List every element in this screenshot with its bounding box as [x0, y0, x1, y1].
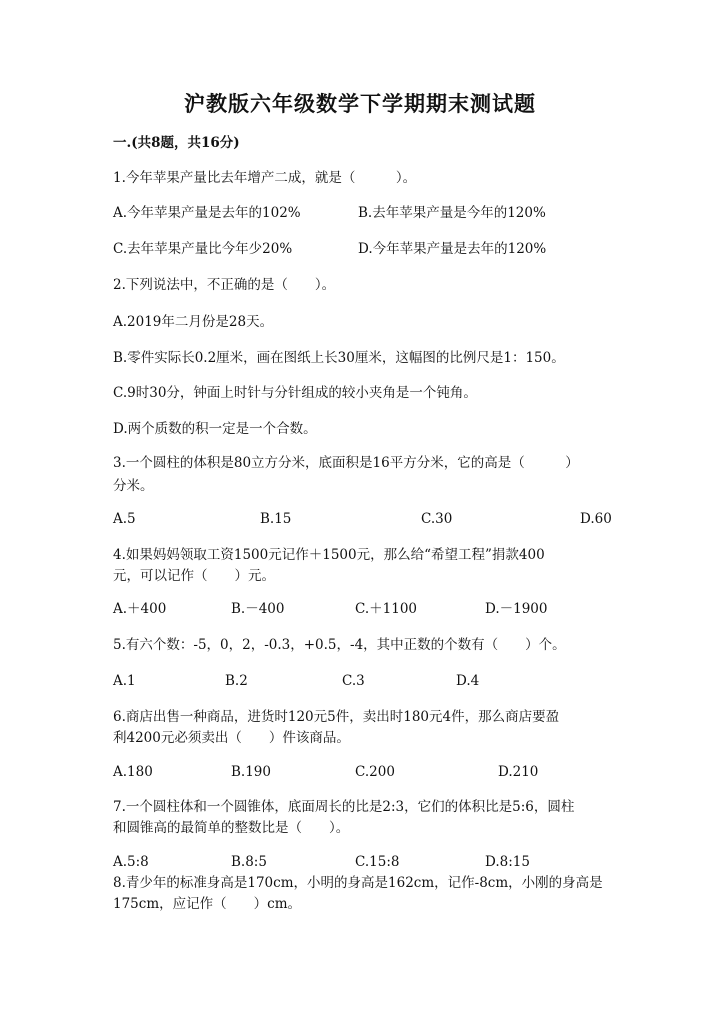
question-3-option-b: B.15 — [260, 511, 292, 527]
question-1-stem: 1.今年苹果产量比去年增产二成，就是（ ）。 — [113, 170, 417, 186]
question-3-option-c: C.30 — [421, 511, 453, 527]
question-5-stem: 5.有六个数：-5，0，2，-0.3，+0.5，-4，其中正数的个数有（ ）个。 — [113, 637, 566, 653]
question-2-option-d: D.两个质数的积一定是一个合数。 — [113, 421, 317, 437]
question-7-stem-line-1: 7.一个圆柱体和一个圆锥体，底面周长的比是2:3，它们的体积比是5:6，圆柱 — [113, 799, 575, 815]
question-6-stem-line-1: 6.商店出售一种商品，进货时120元5件，卖出时180元4件，那么商店要盈 — [113, 709, 560, 725]
question-5-option-c: C.3 — [342, 673, 365, 689]
question-5-option-d: D.4 — [456, 673, 480, 689]
question-8-stem-line-1: 8.青少年的标准身高是170cm，小明的身高是162cm，记作-8cm，小刚的身高是 — [113, 875, 603, 891]
question-4-option-d: D.－1900 — [485, 601, 548, 617]
question-7-option-a: A.5:8 — [113, 854, 149, 870]
question-6-option-a: A.180 — [113, 764, 153, 780]
question-7-stem-line-2: 和圆锥高的最简单的整数比是（ ）。 — [113, 820, 350, 836]
question-3-option-d: D.60 — [580, 511, 612, 527]
question-4-option-a: A.＋400 — [113, 601, 167, 617]
section-heading: 一.(共8题，共16分) — [113, 135, 240, 151]
question-1-option-c: C.去年苹果产量比今年少20% — [113, 241, 293, 257]
question-3-stem-line-1: 3.一个圆柱的体积是80立方分米，底面积是16平方分米，它的高是（ ） — [113, 455, 579, 471]
question-4-stem-line-2: 元，可以记作（ ）元。 — [113, 568, 275, 584]
question-1-option-d: D.今年苹果产量是去年的120% — [358, 241, 547, 257]
question-3-stem-line-2: 分米。 — [113, 478, 154, 494]
question-1-option-a: A.今年苹果产量是去年的102% — [113, 205, 301, 221]
question-2-option-b: B.零件实际长0.2厘米，画在图纸上长30厘米，这幅图的比例尺是1：150。 — [113, 350, 565, 366]
question-6-option-b: B.190 — [231, 764, 271, 780]
question-4-stem-line-1: 4.如果妈妈领取工资1500元记作＋1500元，那么给“希望工程”捐款400 — [113, 547, 545, 563]
question-5-option-b: B.2 — [225, 673, 248, 689]
page-title: 沪教版六年级数学下学期期末测试题 — [184, 91, 536, 116]
question-3-option-a: A.5 — [113, 511, 136, 527]
question-8-stem-line-2: 175cm，应记作（ ）cm。 — [113, 896, 301, 912]
question-2-stem: 2.下列说法中，不正确的是（ ）。 — [113, 277, 336, 293]
question-2-option-a: A.2019年二月份是28天。 — [113, 314, 274, 330]
question-6-option-d: D.210 — [498, 764, 539, 780]
question-2-option-c: C.9时30分，钟面上时针与分针组成的较小夹角是一个钝角。 — [113, 385, 477, 401]
question-7-option-c: C.15:8 — [355, 854, 400, 870]
question-7-option-b: B.8:5 — [231, 854, 267, 870]
question-6-option-c: C.200 — [355, 764, 395, 780]
question-1-option-b: B.去年苹果产量是今年的120% — [358, 205, 546, 221]
question-5-option-a: A.1 — [113, 673, 136, 689]
question-4-option-c: C.＋1100 — [355, 601, 417, 617]
question-6-stem-line-2: 利4200元必须卖出（ ）件该商品。 — [113, 730, 350, 746]
question-7-option-d: D.8:15 — [485, 854, 530, 870]
question-4-option-b: B.－400 — [231, 601, 285, 617]
